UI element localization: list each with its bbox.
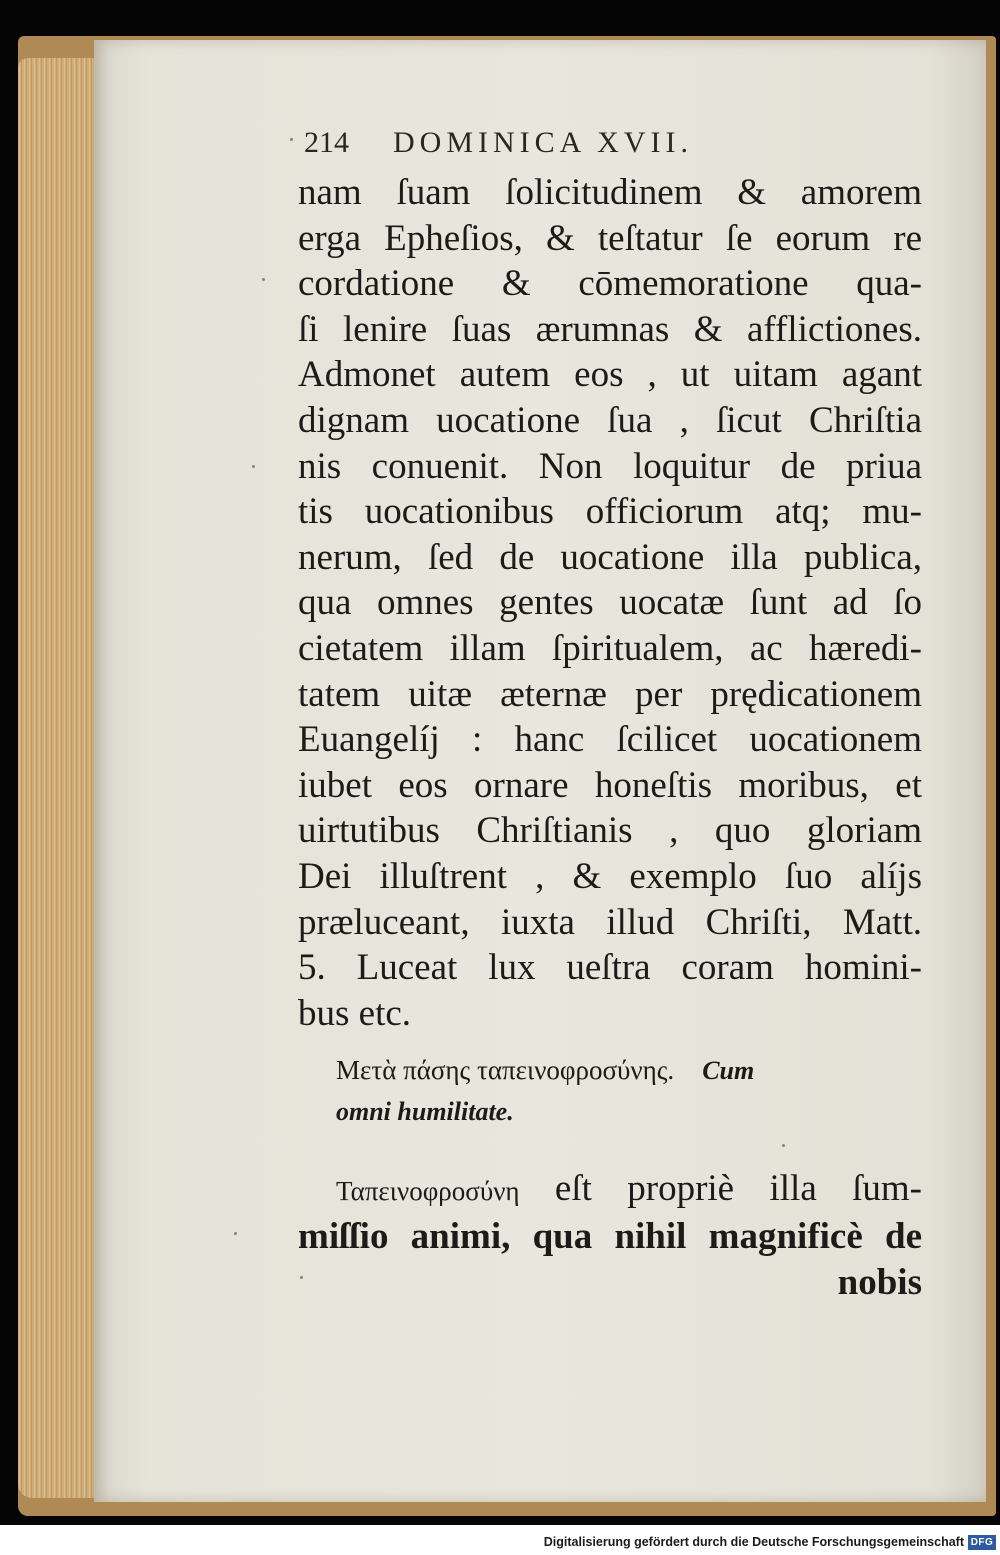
text-line: bus etc. bbox=[298, 992, 412, 1034]
final-line-2: miſſio animi, qua nihil magnificè de bbox=[298, 1216, 922, 1257]
paper-speck bbox=[252, 465, 255, 468]
text-line: tatem uitæ æternæ per prędicationem bbox=[298, 673, 922, 715]
book-fore-edge bbox=[18, 58, 98, 1498]
paper-speck bbox=[782, 1144, 785, 1147]
text-line: 5. Luceat lux ueſtra coram homini- bbox=[298, 947, 922, 989]
text-line: cietatem illam ſpiritualem, ac hæredi- bbox=[298, 627, 922, 669]
greek-quote: Μετὰ πάσης ταπεινοφροσύνης. bbox=[336, 1055, 675, 1085]
text-line: qua omnes gentes uocatæ ſunt ad ſo bbox=[298, 582, 922, 624]
text-line: erga Epheſios, & teſtatur ſe eorum re bbox=[298, 217, 922, 259]
page-content bbox=[94, 40, 986, 1502]
text-line: ſi lenire ſuas ærumnas & afflictiones. bbox=[298, 308, 922, 350]
latin-translation-start: Cum bbox=[702, 1056, 755, 1085]
text-line: cordatione & cōmemoratione qua- bbox=[298, 263, 922, 305]
text-line: dignam uocatione ſua , ſicut Chriſtia bbox=[298, 399, 922, 441]
greek-term: Ταπεινοφροσύνη bbox=[336, 1176, 520, 1206]
running-title: DOMINICA XVII. bbox=[393, 126, 693, 159]
paper-speck bbox=[300, 1276, 303, 1279]
page-number: 214 bbox=[304, 126, 349, 159]
paper-speck bbox=[262, 278, 265, 281]
book-page bbox=[94, 40, 986, 1502]
final-line-1: eſt propriè illa ſum- bbox=[554, 1168, 922, 1209]
text-line: uirtutibus Chriſtianis , quo gloriam bbox=[298, 810, 922, 852]
paper-speck bbox=[234, 1232, 237, 1235]
text-line: Admonet autem eos , ut uitam agant bbox=[298, 354, 922, 396]
text-line: Dei illuſtrent , & exemplo ſuo alíjs bbox=[298, 855, 922, 897]
text-line: Euangelíj : hanc ſcilicet uocationem bbox=[298, 719, 922, 761]
running-header bbox=[304, 126, 904, 160]
text-line: tis uocationibus officiorum atq; mu- bbox=[298, 491, 922, 533]
funding-note: Digitalisierung gefördert durch die Deutsche Forschungsgemeinschaft bbox=[543, 1535, 964, 1549]
greek-citation bbox=[336, 1050, 926, 1132]
text-line: iubet eos ornare honeſtis moribus, et bbox=[298, 764, 922, 806]
latin-translation-end: omni humilitate. bbox=[336, 1097, 514, 1126]
text-line: nis conuenit. Non loquitur de priua bbox=[298, 445, 922, 487]
dfg-logo: DFG bbox=[968, 1535, 996, 1550]
catchword: nobis bbox=[837, 1262, 922, 1303]
paper-speck bbox=[290, 138, 293, 141]
footer-bar bbox=[0, 1525, 1000, 1555]
body-paragraph bbox=[298, 170, 922, 1036]
text-line: præluceant, iuxta illud Chriſti, Matt. bbox=[298, 901, 922, 943]
text-line: nam ſuam ſolicitudinem & amorem bbox=[298, 172, 922, 213]
text-line: nerum, ſed de uocatione illa publica, bbox=[298, 536, 922, 578]
final-paragraph bbox=[298, 1166, 922, 1306]
